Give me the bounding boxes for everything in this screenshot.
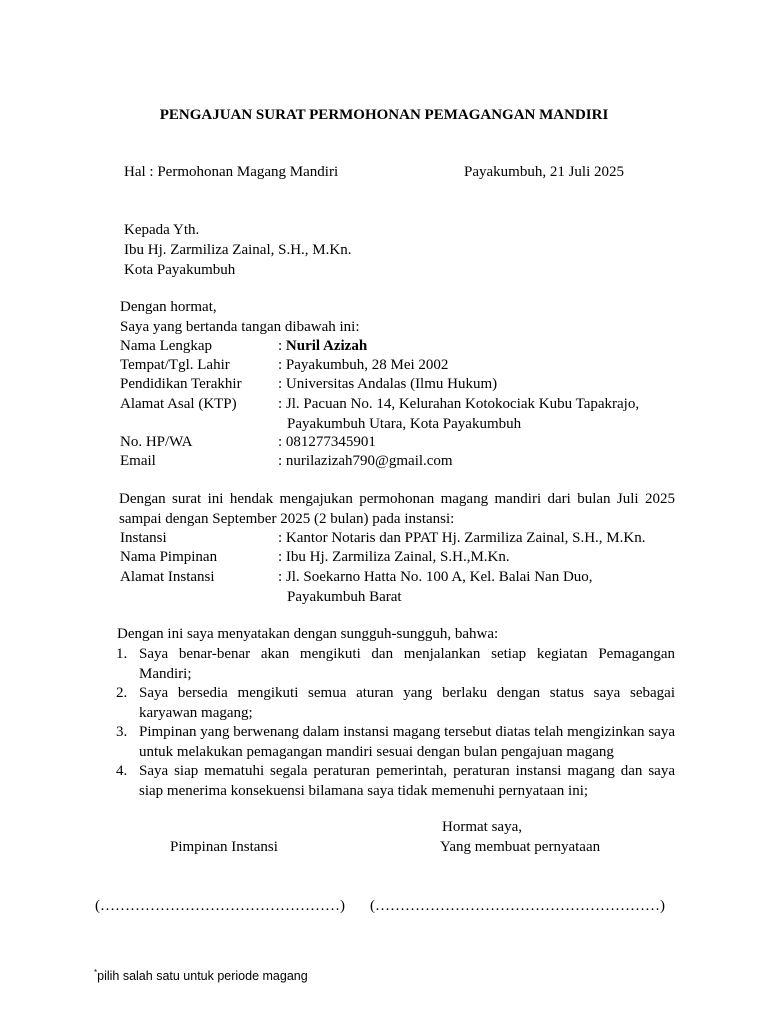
list-text: Saya bersedia mengikuti semua aturan yang berlaku dengan status saya sebagai karyawan magang;	[139, 685, 675, 721]
request-paragraph: Dengan surat ini hendak mengajukan permohonan magang mandiri dari bulan Juli 2025 sampai dengan September 2025 (2 bulan) pada instansi:	[119, 491, 675, 527]
field-text: Payakumbuh, 28 Mei 2002	[285, 357, 449, 373]
institution-row	[120, 529, 680, 549]
left-signature-line: (…………………………………………)	[95, 898, 345, 914]
intro: Saya yang bertanda tangan dibawah ini:	[120, 319, 360, 335]
list-text: Saya siap mematuhi segala peraturan pemerintah, peraturan instansi magang dan saya siap menerima konsekuensi bilamana saya tidak memenuhi pernyataan ini;	[139, 763, 675, 799]
closing: Hormat saya,	[442, 819, 522, 835]
field-value: : Nuril Azizah	[278, 338, 368, 354]
document-title: PENGAJUAN SURAT PERMOHONAN PEMAGANGAN MANDIRI	[159, 107, 609, 123]
field-value: : nurilazizah790@gmail.com	[278, 453, 453, 469]
field-label: Pendidikan Terakhir	[120, 376, 242, 392]
field-label: Email	[120, 453, 156, 469]
field-label: Nama Pimpinan	[120, 549, 218, 565]
applicant-row	[120, 375, 680, 395]
institution-row	[120, 568, 680, 608]
field-label: Nama Lengkap	[120, 338, 213, 354]
left-signer-title: Pimpinan Instansi	[170, 839, 278, 855]
list-text: Saya benar-benar akan mengikuti dan menjalankan setiap kegiatan Pemagangan Mandiri;	[139, 646, 675, 682]
right-signature-line: (…………………………………………………)	[370, 898, 665, 914]
subject-line: Hal : Permohonan Magang Mandiri	[124, 164, 339, 180]
field-label: Alamat Asal (KTP)	[120, 396, 237, 412]
footnote-mark: *	[94, 968, 98, 977]
field-value: : Universitas Andalas (Ilmu Hukum)	[278, 376, 498, 392]
statement-intro: Dengan ini saya menyatakan dengan sungguh-sungguh, bahwa:	[117, 626, 499, 642]
list-number: 3.	[116, 724, 128, 740]
applicant-name: Nuril Azizah	[285, 338, 368, 354]
field-value: : 081277345901	[278, 434, 376, 450]
field-value: : Payakumbuh, 28 Mei 2002	[278, 357, 449, 373]
greeting: Dengan hormat,	[120, 299, 217, 315]
recipient-line-3: Kota Payakumbuh	[124, 262, 236, 278]
applicant-row	[120, 433, 680, 453]
list-item	[116, 762, 675, 801]
footnote	[94, 963, 308, 987]
field-text: Universitas Andalas (Ilmu Hukum)	[285, 376, 498, 392]
field-label: Tempat/Tgl. Lahir	[120, 357, 230, 373]
list-number: 4.	[116, 763, 128, 779]
field-value: : Jl. Soekarno Hatta No. 100 A, Kel. Balai Nan Duo,	[278, 569, 593, 585]
statement-list	[116, 645, 675, 801]
list-item	[116, 723, 675, 762]
field-text: Jl. Soekarno Hatta No. 100 A, Kel. Balai Nan Duo,	[285, 569, 593, 585]
field-label: Alamat Instansi	[120, 569, 215, 585]
field-label: Instansi	[120, 530, 167, 546]
field-value: : Ibu Hj. Zarmiliza Zainal, S.H.,M.Kn.	[278, 549, 510, 565]
field-text: nurilazizah790@gmail.com	[285, 453, 453, 469]
list-number: 2.	[116, 685, 128, 701]
field-value-continued: Payakumbuh Barat	[287, 589, 402, 605]
recipient-line-2: Ibu Hj. Zarmiliza Zainal, S.H., M.Kn.	[124, 242, 352, 258]
applicant-row	[120, 452, 680, 472]
field-text: 081277345901	[285, 434, 376, 450]
field-value: : Jl. Pacuan No. 14, Kelurahan Kotokociak Kubu Tapakrajo,	[278, 396, 640, 412]
applicant-row	[120, 337, 680, 357]
place-date: Payakumbuh, 21 Juli 2025	[464, 164, 624, 180]
list-text: Pimpinan yang berwenang dalam instansi magang tersebut diatas telah mengizinkan saya untuk melakukan pemagangan mandiri sesuai dengan bulan pengajuan magang	[139, 724, 675, 760]
footnote-text: pilih salah satu untuk periode magang	[97, 969, 308, 984]
field-text: Kantor Notaris dan PPAT Hj. Zarmiliza Zainal, S.H., M.Kn.	[285, 530, 646, 546]
list-item	[116, 684, 675, 723]
list-number: 1.	[116, 646, 128, 662]
field-value-continued: Payakumbuh Utara, Kota Payakumbuh	[287, 416, 522, 432]
field-text: Ibu Hj. Zarmiliza Zainal, S.H.,M.Kn.	[285, 549, 510, 565]
applicant-row	[120, 395, 680, 435]
recipient-line-1: Kepada Yth.	[124, 222, 200, 238]
right-signer-title: Yang membuat pernyataan	[440, 839, 601, 855]
applicant-row	[120, 356, 680, 376]
field-value: : Kantor Notaris dan PPAT Hj. Zarmiliza Zainal, S.H., M.Kn.	[278, 530, 646, 546]
institution-row	[120, 548, 680, 568]
field-label: No. HP/WA	[120, 434, 193, 450]
field-text: Jl. Pacuan No. 14, Kelurahan Kotokociak Kubu Tapakrajo,	[285, 396, 640, 412]
list-item	[116, 645, 675, 684]
